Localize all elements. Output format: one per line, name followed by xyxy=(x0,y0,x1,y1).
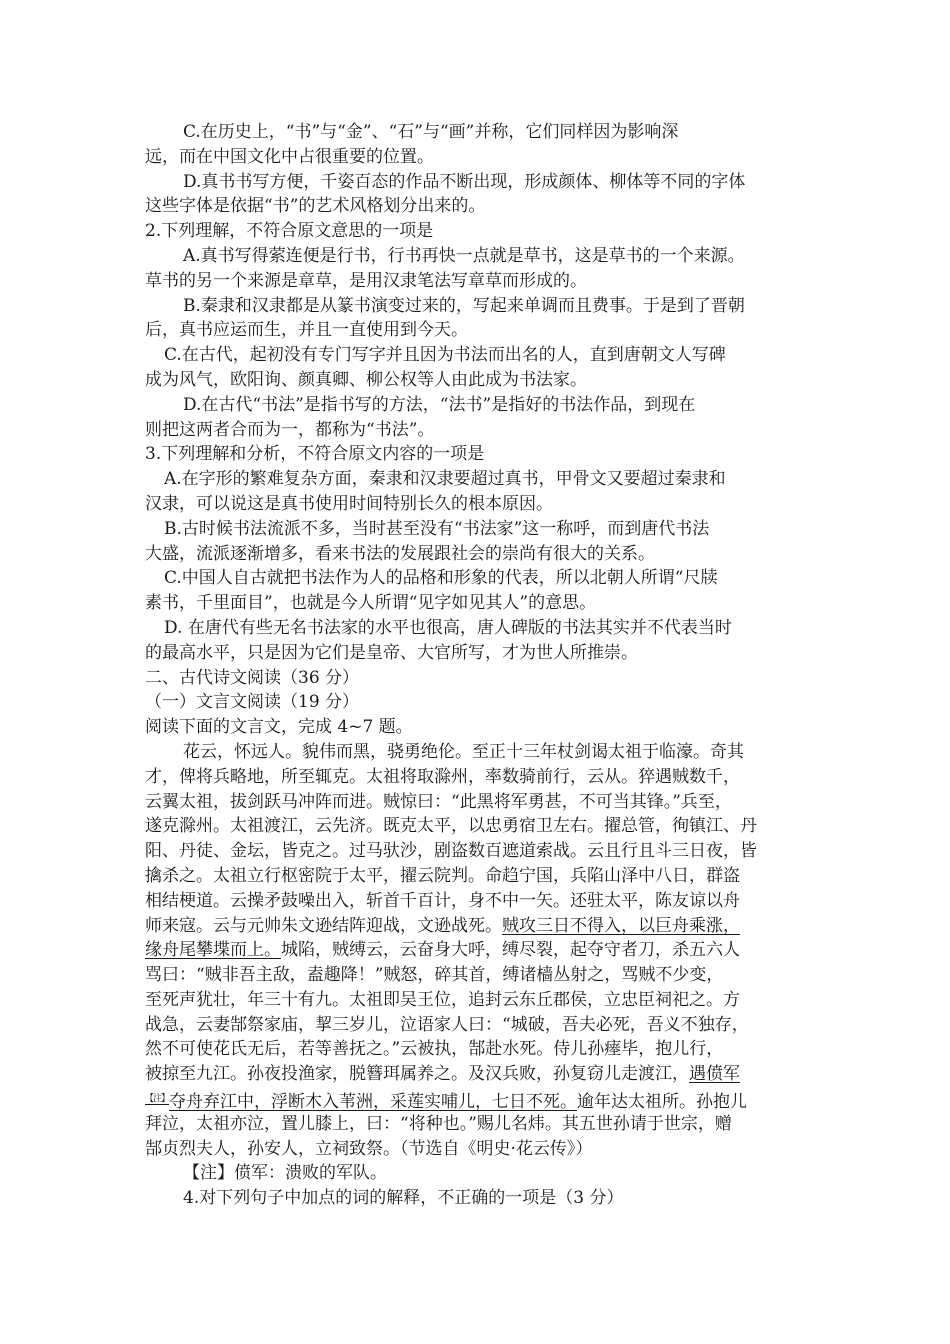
passage-line: 拜泣，太祖亦泣，置儿膝上，曰：“将种也。”赐儿名炜。其五世孙请于世宗，赠 xyxy=(145,1113,732,1134)
passage-line xyxy=(145,1087,810,1112)
passage-line xyxy=(145,914,810,939)
question-heading: 2.下列理解，不符合原文意思的一项是 xyxy=(145,221,434,242)
option-line: C.中国人自古就把书法作为人的品格和形象的代表，所以北朝人所谓“尺牍 xyxy=(164,568,718,589)
passage-line: 至死声犹壮，年三十有九。太祖即吴王位，追封云东丘郡侯，立忠臣祠祀之。方 xyxy=(145,989,740,1010)
text-line: 则把这两者合而为一，都称为“书法”。 xyxy=(145,419,435,440)
passage-line: 然不可使花氏无后，若等善抚之。”云被执，郜赴水死。侍儿孙瘗毕，抱儿行， xyxy=(145,1039,724,1060)
passage-line: 才，俾将兵略地，所至辄克。太祖将取滁州，率数骑前行，云从。猝遇贼数千， xyxy=(145,766,740,787)
text-line: C.在历史上，“书”与“金”、“石”与“画”并称，它们同样因为影响深 xyxy=(183,122,679,142)
footnote-marker: 【注】 xyxy=(145,1094,170,1105)
text-line: D.真书书写方便，千姿百态的作品不断出现，形成颜体、柳体等不同的字体 xyxy=(183,171,746,192)
passage-line: 战急，云妻郜祭家庙，挈三岁儿，泣语家人曰：“城破，吾夫必死，吾义不独存， xyxy=(145,1014,749,1035)
text-line: 后，真书应运而生，并且一直使用到今天。 xyxy=(145,320,468,341)
passage-line: 云翼太祖，拔剑跃马冲阵而进。贼惊曰：“此黑将军勇甚，不可当其锋。”兵至， xyxy=(145,791,732,812)
document-page xyxy=(145,120,810,1211)
underlined-sentence: 夺舟弃江中，浮断木入苇洲，采莲实哺儿，七日不死。 xyxy=(169,1092,578,1113)
text-line: 远，而在中国文化中占很重要的位置。 xyxy=(145,146,434,167)
passage-line: 相结梗道。云操矛鼓噪出入，斩首千百计，身不中一矢。还驻太平，陈友谅以舟 xyxy=(145,890,740,911)
text-line: 素书，千里面目”，也就是今人所谓“见字如见其人”的意思。 xyxy=(145,593,597,614)
underlined-sentence: 遇偾军 xyxy=(689,1064,740,1085)
passage-line: 骂曰：“贼非吾主敌，盍趣降！”贼怒，碎其首，缚诸樯丛射之，骂贼不少变， xyxy=(145,965,724,986)
instruction-line: 阅读下面的文言文，完成 4~7 题。 xyxy=(145,717,413,738)
passage-text: 被掠至九江。孙夜投渔家，脱簪珥属养之。及汉兵败，孙复窃儿走渡江， xyxy=(145,1064,689,1085)
passage-line: 阳、丹徒、金坛，皆克之。过马驮沙，剧盗数百遮道索战。云且行且斗三日夜，皆 xyxy=(145,841,757,862)
text-line: 成为风气，欧阳询、颜真卿、柳公权等人由此成为书法家。 xyxy=(145,369,587,390)
passage-line: 擒杀之。太祖立行枢密院于太平，擢云院判。命趋宁国，兵陷山泽中八日，群盗 xyxy=(145,865,740,886)
option-line: A.在字形的繁难复杂方面，秦隶和汉隶要超过真书，甲骨文又要超过秦隶和 xyxy=(164,469,726,490)
option-line: D. 在唐代有些无名书法家的水平也很高，唐人碑版的书法其实并不代表当时 xyxy=(164,617,732,638)
option-line: B.古时候书法流派不多，当时甚至没有“书法家”这一称呼，而到唐代书法 xyxy=(164,518,710,539)
question-heading: 4.对下列句子中加点的词的解释，不正确的一项是（3 分） xyxy=(183,1188,624,1209)
passage-text: 城陷，贼缚云，云奋身大呼，缚尽裂，起夺守者刀，杀五六人 xyxy=(281,940,740,961)
passage-line: 花云，怀远人。貌伟而黑，骁勇绝伦。至正十三年杖剑谒太祖于临濠。奇其 xyxy=(183,741,744,762)
passage-line: 郜贞烈夫人，孙安人，立祠致祭。（节选自《明史·花云传》） xyxy=(145,1138,593,1159)
option-line: D.在古代“书法”是指书写的方法，“法书”是指好的书法作品，到现在 xyxy=(183,394,696,415)
option-line: C.在古代，起初没有专门写字并且因为书法而出名的人，直到唐朝文人写碑 xyxy=(164,345,726,366)
text-line: 的最高水平，只是因为它们是皇帝、大官所写，才为世人所推崇。 xyxy=(145,642,638,663)
passage-text: 逾年达太祖所。孙抱儿 xyxy=(577,1092,748,1113)
text-line: 汉隶，可以说这是真书使用时间特别长久的根本原因。 xyxy=(145,493,553,514)
section-heading: 二、古代诗文阅读（36 分） xyxy=(145,667,360,688)
text-line: 大盛，流派逐渐增多，看来书法的发展跟社会的崇尚有很大的关系。 xyxy=(145,543,655,564)
question-heading: 3.下列理解和分析，不符合原文内容的一项是 xyxy=(145,444,485,465)
passage-line xyxy=(145,938,810,963)
option-line: A.真书写得萦连便是行书，行书再快一点就是草书，这是草书的一个来源。 xyxy=(183,245,745,266)
underlined-sentence: 缘舟尾攀堞而上。 xyxy=(145,940,281,961)
text-line: 这些字体是依据“书”的艺术风格划分出来的。 xyxy=(145,196,486,217)
underlined-sentence: 贼攻三日不得入，以巨舟乘涨， xyxy=(502,915,740,936)
passage-line: 遂克滁州。太祖渡江，云先济。既克太平，以忠勇宿卫左右。擢总管，徇镇江、丹 xyxy=(145,816,757,837)
subsection-heading: （一）文言文阅读（19 分） xyxy=(145,692,360,713)
footnote-line: 【注】偾军：溃败的军队。 xyxy=(183,1163,387,1184)
passage-line xyxy=(145,1062,810,1087)
text-line: 草书的另一个来源是章草，是用汉隶笔法写章草而形成的。 xyxy=(145,270,587,291)
passage-text: 师来寇。云与元帅朱文逊结阵迎战，文逊战死。 xyxy=(145,915,502,936)
option-line: B.秦隶和汉隶都是从篆书演变过来的，写起来单调而且费事。于是到了晋朝 xyxy=(183,295,745,316)
